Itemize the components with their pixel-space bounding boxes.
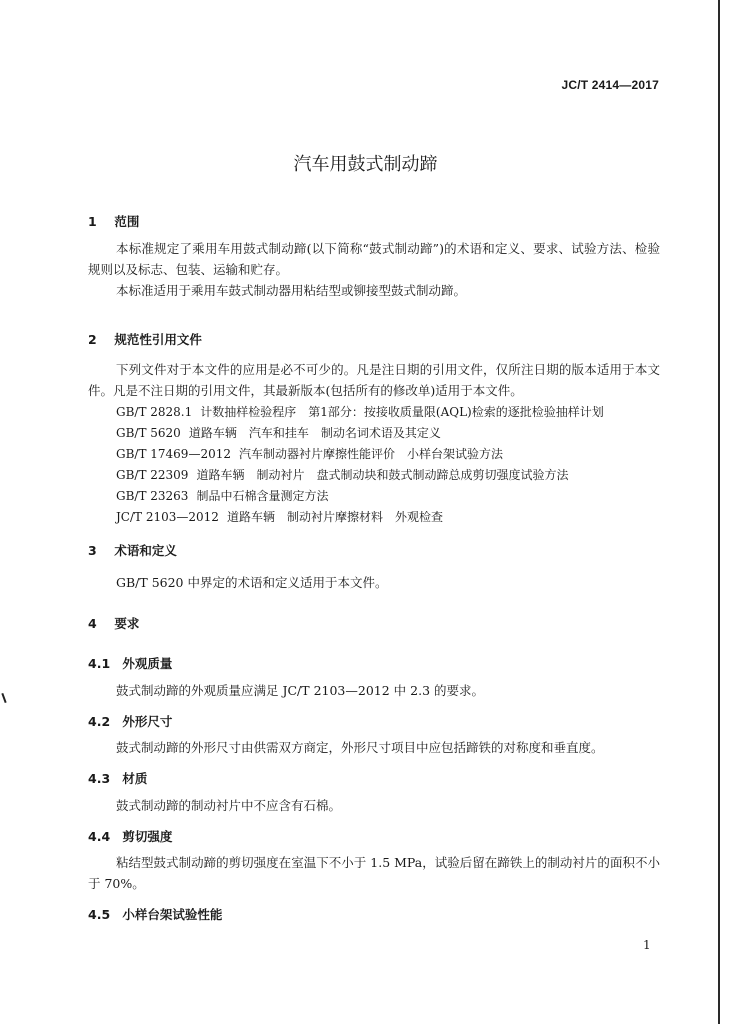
subsection-4-1-number: 4.1 [88, 656, 111, 671]
reference-name: 道路车辆 汽车和挂车 制动名词术语及其定义 [188, 426, 441, 440]
section-2-paragraph-1: 下列文件对于本文件的应用是必不可少的。凡是注日期的引用文件，仅所注日期的版本适用于本文件。凡是不注日期的引用文件，其最新版本(包括所有的修改单)适用于本文件。 [88, 362, 660, 398]
document-title: 汽车用鼓式制动蹄 [293, 154, 438, 175]
section-1-heading [88, 212, 139, 230]
section-3-title: 术语和定义 [114, 543, 177, 558]
reference-code: GB/T 22309 [116, 468, 189, 482]
reference-name: 汽车制动器衬片摩擦性能评价 小样台架试验方法 [238, 447, 503, 461]
document-number: JC/T 2414—2017 [561, 78, 659, 92]
subsection-4-1-heading [88, 654, 172, 672]
reference-code: GB/T 17469—2012 [116, 447, 231, 461]
reference-code: GB/T 5620 [116, 426, 181, 440]
reference-item [116, 465, 660, 486]
section-2-number: 2 [88, 332, 97, 347]
page-number: 1 [643, 938, 651, 952]
subsection-4-5-title: 小样台架试验性能 [122, 907, 223, 922]
reference-name: 计数抽样检验程序 第1部分：按接收质量限(AQL)检索的逐批检验抽样计划 [200, 405, 604, 419]
section-4-number: 4 [88, 616, 97, 631]
reference-name: 道路车辆 制动衬片摩擦材料 外观检查 [226, 510, 443, 524]
reference-item [116, 402, 660, 423]
section-2-title: 规范性引用文件 [114, 332, 202, 347]
section-4-title: 要求 [114, 616, 140, 631]
scan-margin-mark [1, 693, 6, 703]
section-4-heading [88, 614, 139, 632]
subsection-4-3-title: 材质 [122, 771, 148, 786]
subsection-4-1-paragraph: 鼓式制动蹄的外观质量应满足 JC/T 2103—2012 中 2.3 的要求。 [116, 683, 484, 698]
section-3-number: 3 [88, 543, 97, 558]
reference-code: GB/T 23263 [116, 489, 189, 503]
subsection-4-4-paragraph: 粘结型鼓式制动蹄的剪切强度在室温下不小于 1.5 MPa，试验后留在蹄铁上的制动衬片的面积不小于 70%。 [88, 855, 660, 891]
normative-references-list [116, 402, 660, 528]
reference-code: JC/T 2103—2012 [116, 510, 219, 524]
section-2-heading [88, 330, 202, 348]
reference-code: GB/T 2828.1 [116, 405, 193, 419]
section-1-paragraph-1: 本标准规定了乘用车用鼓式制动蹄(以下简称“鼓式制动蹄”)的术语和定义、要求、试验方法、检验规则以及标志、包装、运输和贮存。 [88, 241, 660, 277]
subsection-4-2-title: 外形尺寸 [122, 714, 173, 729]
section-3-heading [88, 541, 177, 559]
section-3-paragraph-1: GB/T 5620 中界定的术语和定义适用于本文件。 [116, 575, 388, 590]
reference-name: 道路车辆 制动衬片 盘式制动块和鼓式制动蹄总成剪切强度试验方法 [196, 468, 569, 482]
section-1-title: 范围 [114, 214, 140, 229]
subsection-4-3-paragraph: 鼓式制动蹄的制动衬片中不应含有石棉。 [116, 798, 342, 813]
reference-item [116, 486, 660, 507]
section-1-number: 1 [88, 214, 97, 229]
subsection-4-5-heading [88, 905, 222, 923]
reference-name: 制品中石棉含量测定方法 [196, 489, 329, 503]
subsection-4-2-paragraph: 鼓式制动蹄的外形尺寸由供需双方商定，外形尺寸项目中应包括蹄铁的对称度和垂直度。 [116, 740, 604, 755]
subsection-4-5-number: 4.5 [88, 907, 111, 922]
reference-item [116, 423, 660, 444]
subsection-4-2-heading [88, 712, 172, 730]
reference-item [116, 444, 660, 465]
subsection-4-1-title: 外观质量 [122, 656, 173, 671]
subsection-4-2-number: 4.2 [88, 714, 111, 729]
subsection-4-4-number: 4.4 [88, 829, 111, 844]
section-1-paragraph-2: 本标准适用于乘用车鼓式制动器用粘结型或铆接型鼓式制动蹄。 [116, 283, 467, 298]
subsection-4-4-heading [88, 827, 172, 845]
subsection-4-3-number: 4.3 [88, 771, 111, 786]
reference-item [116, 507, 660, 528]
subsection-4-3-heading [88, 769, 147, 787]
subsection-4-4-title: 剪切强度 [122, 829, 173, 844]
